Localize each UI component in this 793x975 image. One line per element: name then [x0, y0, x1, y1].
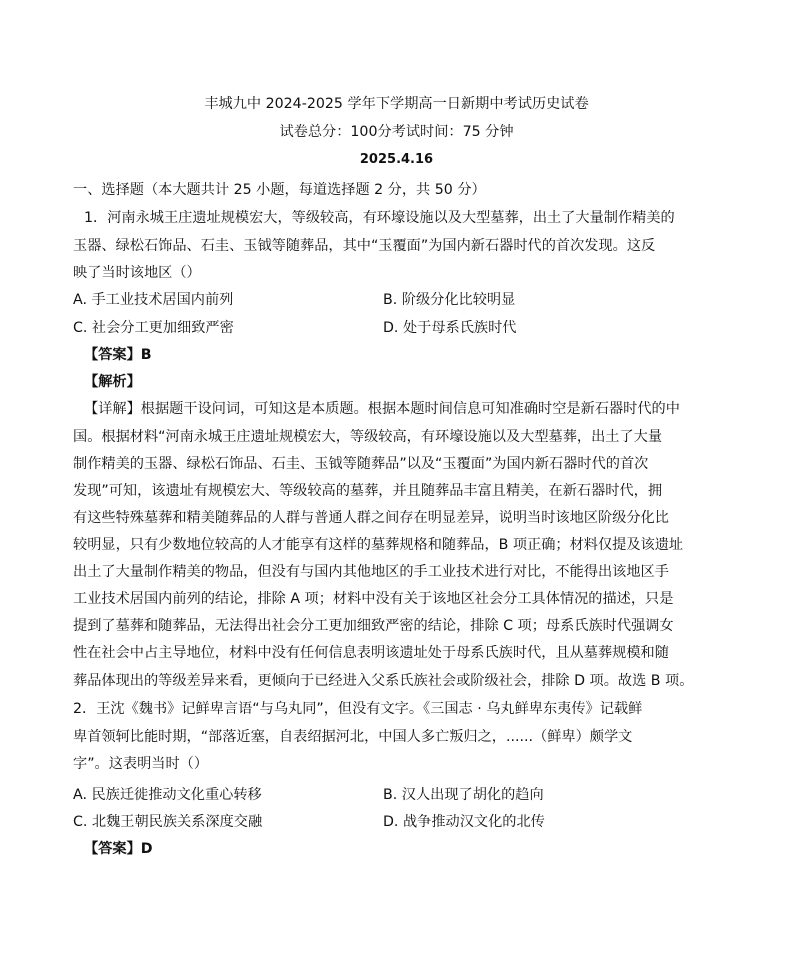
q1-detail-line: 性在社会中占主导地位，材料中没有任何信息表明该遗址处于母系氏族时代，且从墓葬规模和随 [73, 645, 669, 661]
q1-detail-line: 制作精美的玉器、绿松石饰品、石圭、玉钺等随葬品”以及“玉覆面”为国内新石器时代的首次 [73, 456, 649, 472]
q2-stem-line: 字”。这表明当时（） [73, 756, 209, 772]
q1-answer: 【答案】B [84, 347, 152, 363]
q2-option-d: D. 战争推动汉文化的北传 [383, 814, 545, 830]
q1-detail-line: 葬品体现出的等级差异来看，更倾向于已经进入父系氏族社会或阶级社会，排除 D 项。故选 B 项。 [73, 673, 694, 689]
q2-option-a: A. 民族迁徙推动文化重心转移 [73, 787, 262, 803]
q1-option-a: A. 手工业技术居国内前列 [73, 292, 234, 308]
q2-stem-line: 2．王沈《魏书》记鲜卑言语“与乌丸同”，但没有文字。《三国志 · 乌丸鲜卑东夷传》记载鲜 [73, 701, 643, 717]
q1-option-c: C. 社会分工更加细致严密 [73, 320, 234, 336]
q1-stem-line: 1．河南永城王庄遗址规模宏大，等级较高，有环壕设施以及大型墓葬，出土了大量制作精美的 [84, 210, 675, 226]
q1-detail-line: 提到了墓葬和随葬品，无法得出社会分工更加细致严密的结论，排除 C 项；母系氏族时代强调女 [73, 618, 674, 634]
q1-detail-line: 发现”可知，该遗址有规模宏大、等级较高的墓葬，并且随葬品丰富且精美，在新石器时代，拥 [73, 483, 663, 499]
q1-detail-line: 较明显，只有少数地位较高的人才能享有这样的墓葬规格和随葬品，B 项正确；材料仅提及该遗址 [73, 537, 684, 553]
q2-answer: 【答案】D [84, 841, 153, 857]
exam-subtitle: 试卷总分：100分考试时间：75 分钟 [279, 124, 514, 140]
q1-option-d: D. 处于母系氏族时代 [383, 320, 517, 336]
q1-detail-line: 国。根据材料“河南永城王庄遗址规模宏大，等级较高，有环壕设施以及大型墓葬，出土了大量 [73, 429, 663, 445]
q1-analysis-label: 【解析】 [84, 374, 141, 390]
q1-detail-line: 工业技术居国内前列的结论，排除 A 项；材料中没有关于该地区社会分工具体情况的描述，只是 [73, 591, 674, 607]
q2-option-c: C. 北魏王朝民族关系深度交融 [73, 814, 263, 830]
q1-option-b: B. 阶级分化比较明显 [383, 292, 516, 308]
q2-stem-line: 卑首领轲比能时期，“部落近塞，自表绍据河北，中国人多亡叛归之，......（鲜卑）颇学文 [73, 729, 633, 745]
exam-date: 2025.4.16 [359, 152, 434, 167]
q1-stem-line: 映了当时该地区（） [73, 265, 201, 281]
exam-title: 丰城九中 2024-2025 学年下学期高一日新期中考试历史试卷 [204, 96, 589, 112]
q1-detail-line: 有这些特殊墓葬和精美随葬品的人群与普通人群之间存在明显差异，说明当时该地区阶级分化比 [73, 510, 669, 526]
q1-detail-line: 【详解】根据题干设问词，可知这是本质题。根据本题时间信息可知准确时空是新石器时代的中 [84, 401, 680, 417]
q1-detail-line: 出土了大量制作精美的物品，但没有与国内其他地区的手工业技术进行对比，不能得出该地区手 [73, 564, 669, 580]
section-heading: 一、选择题（本大题共计 25 小题，每道选择题 2 分，共 50 分） [73, 182, 486, 198]
q1-stem-line: 玉器、绿松石饰品、石圭、玉钺等随葬品，其中“玉覆面”为国内新石器时代的首次发现。这反 [73, 238, 656, 254]
q2-option-b: B. 汉人出现了胡化的趋向 [383, 787, 544, 803]
